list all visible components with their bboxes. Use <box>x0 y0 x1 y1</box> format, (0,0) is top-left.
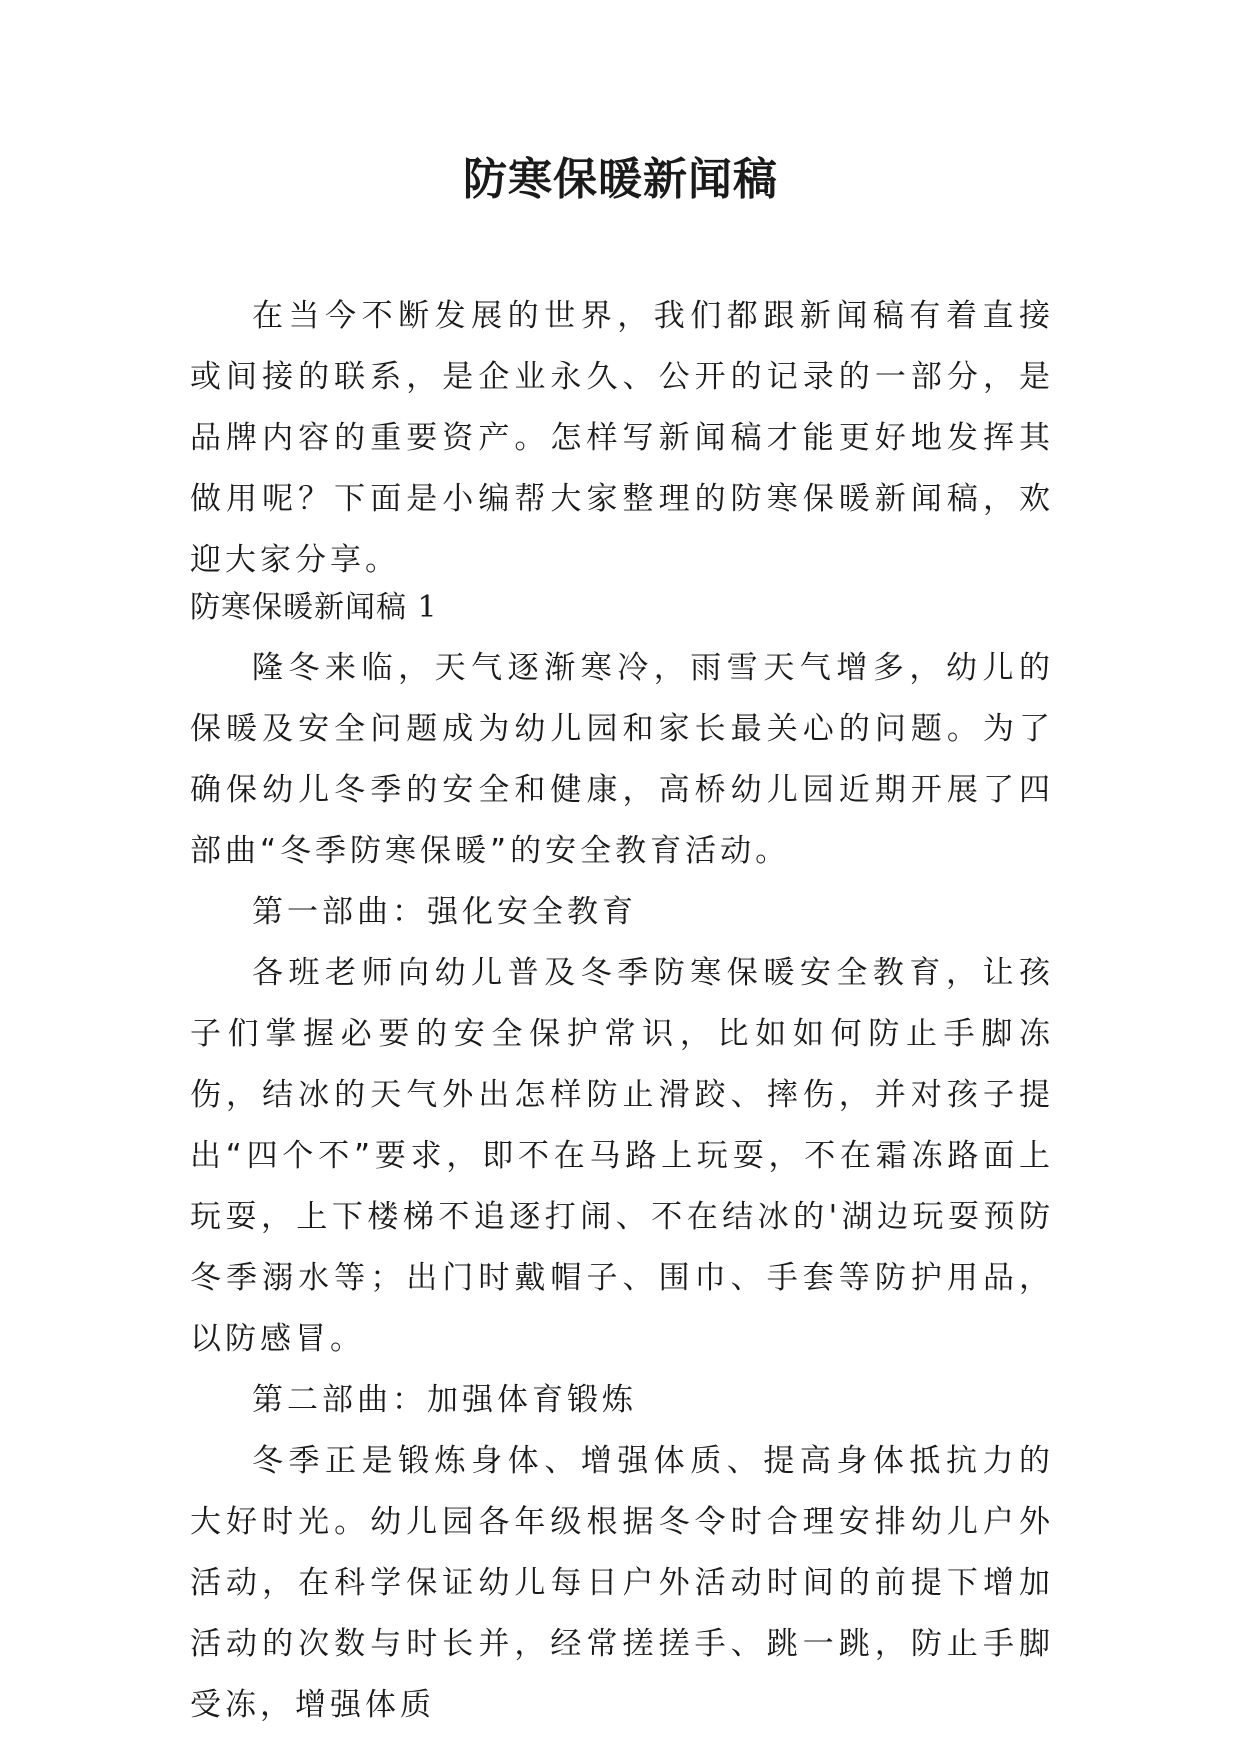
paragraph-opening: 隆冬来临，天气逐渐寒冷，雨雪天气增多，幼儿的保暖及安全问题成为幼儿园和家长最关心的问题。为了确保幼儿冬季的安全和健康，高桥幼儿园近期开展了四部曲“冬季防寒保暖”的安全教育活动。 <box>190 650 1054 869</box>
subheading-part-two: 第二部曲：加强体育锻炼 <box>252 1382 637 1418</box>
subheading-part-one: 第一部曲：强化安全教育 <box>252 894 637 930</box>
intro-block <box>190 286 1054 591</box>
paragraph-part-two: 冬季正是锻炼身体、增强体质、提高身体抵抗力的大好时光。幼儿园各年级根据冬令时合理安排幼儿户外活动，在科学保证幼儿每日户外活动时间的前提下增加活动的次数与时长并，经常搓搓手、跳一跳，防止手脚受冻，增强体质 <box>190 1443 1054 1723</box>
document-title: 防寒保暖新闻稿 <box>463 154 778 205</box>
article-section <box>190 577 1054 1736</box>
section-heading: 防寒保暖新闻稿 1 <box>190 590 438 625</box>
intro-paragraph: 在当今不断发展的世界，我们都跟新闻稿有着直接或间接的联系，是企业永久、公开的记录的一部分，是品牌内容的重要资产。怎样写新闻稿才能更好地发挥其做用呢？下面是小编帮大家整理的防寒保暖新闻稿，欢迎大家分享。 <box>190 298 1054 578</box>
paragraph-part-one: 各班老师向幼儿普及冬季防寒保暖安全教育，让孩子们掌握必要的安全保护常识，比如如何防止手脚冻伤，结冰的天气外出怎样防止滑跤、摔伤，并对孩子提出“四个不”要求，即不在马路上玩耍，不在霜冻路面上玩耍，上下楼梯不追逐打闹、不在结冰的'湖边玩耍预防冬季溺水等；出门时戴帽子、围巾、手套等防护用品，以防感冒。 <box>190 955 1054 1357</box>
